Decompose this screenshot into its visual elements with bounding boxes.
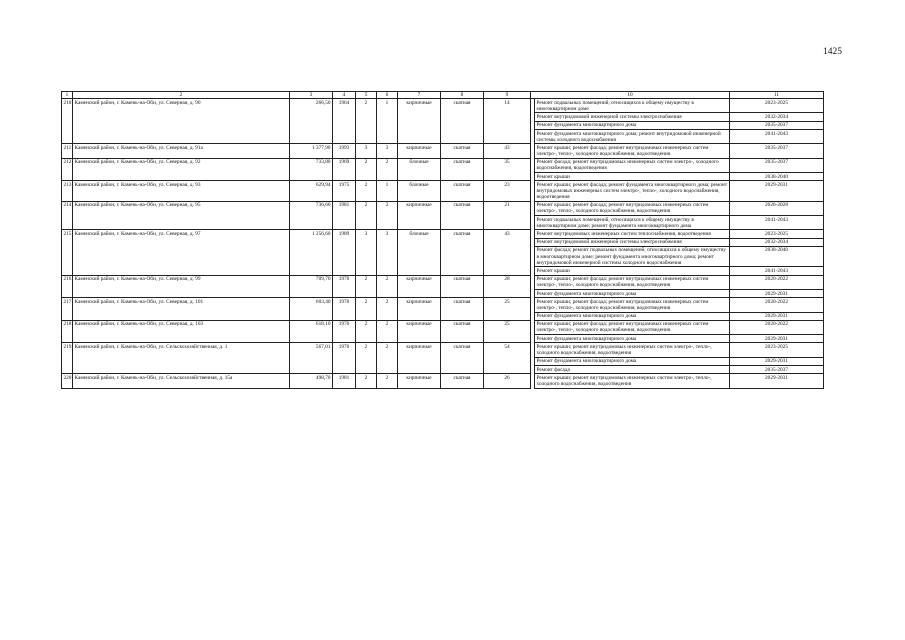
work-period: 2029-2031 (730, 374, 824, 388)
wear-percent: 54 (484, 343, 531, 374)
work-period: 2041-2043 (730, 267, 824, 275)
entrances: 2 (377, 275, 398, 298)
floors: 3 (356, 144, 377, 158)
wall-material: кирпичные (398, 374, 441, 388)
work-period: 2023-2025 (730, 230, 824, 238)
roof-type: скатная (441, 320, 484, 343)
entrances: 2 (377, 374, 398, 388)
wear-percent: 21 (484, 201, 531, 230)
build-year: 1993 (333, 144, 356, 158)
record-number: 220 (62, 374, 73, 388)
table-row (62, 201, 824, 215)
col-number: 5 (356, 92, 377, 99)
entrances: 2 (377, 343, 398, 374)
record-number: 214 (62, 201, 73, 230)
build-year: 1970 (333, 320, 356, 343)
entrances: 3 (377, 144, 398, 158)
record-number: 216 (62, 275, 73, 298)
work-description: Ремонт фундамента многоквартирного дома (535, 289, 730, 297)
address: Каменский район, г. Камень-на-Оби, ул. Сельскохозяйственная, д. 1 (73, 343, 290, 374)
entrances: 2 (377, 298, 398, 321)
col-number: 2 (73, 92, 290, 99)
work-description: Ремонт крыши; ремонт фасада; ремонт фундамента многоквартирного дома; ремонт внутридомовых инженерных систем электро-, тепло-, холодного водоснабжения, водоотведения (535, 181, 730, 201)
record-number: 212 (62, 158, 73, 181)
floors: 2 (356, 201, 377, 230)
wall-material: кирпичные (398, 320, 441, 343)
roof-type: скатная (441, 230, 484, 275)
address: Каменский район, г. Камень-на-Оби, ул. Северная, д. 92 (73, 158, 290, 181)
roof-type: скатная (441, 144, 484, 158)
work-period: 2032-2034 (730, 113, 824, 121)
work-period: 2038-2040 (730, 172, 824, 180)
roof-type: скатная (441, 343, 484, 374)
work-period: 2041-2043 (730, 216, 824, 230)
total-area: 266,50 (290, 99, 333, 144)
roof-type: скатная (441, 181, 484, 201)
col-number: 9 (484, 92, 531, 99)
col-number: 1 (62, 92, 73, 99)
col-number: 11 (730, 92, 824, 99)
work-description: Ремонт крыши; ремонт фасада; ремонт внутридомовых инженерных систем электро-, тепло-, холодного водоснабжения, водоотведения (535, 275, 730, 289)
work-description: Ремонт фасада; ремонт внутридомовых инженерных систем электро-, холодного водоснабжения, водоотведения (535, 158, 730, 172)
floors: 2 (356, 298, 377, 321)
address: Каменский район, г. Камень-на-Оби, ул. Северная, д. 97 (73, 230, 290, 275)
build-year: 1964 (333, 99, 356, 144)
build-year: 1989 (333, 230, 356, 275)
total-area: 629,94 (290, 181, 333, 201)
roof-type: скатная (441, 99, 484, 144)
wear-percent: 25 (484, 298, 531, 321)
table-row (62, 158, 824, 172)
build-year: 1970 (333, 343, 356, 374)
col-number: 10 (531, 92, 730, 99)
total-area: 498,70 (290, 374, 333, 388)
table-row (62, 275, 824, 289)
table-row (62, 181, 824, 201)
work-description: Ремонт внутридомовой инженерной системы электроснабжения (535, 238, 730, 246)
roof-type: скатная (441, 275, 484, 298)
record-number: 213 (62, 181, 73, 201)
floors: 2 (356, 374, 377, 388)
work-description: Ремонт фундамента многоквартирного дома (535, 335, 730, 343)
work-description: Ремонт крыши; ремонт фасада; ремонт внутридомовых инженерных систем электро-, тепло-, холодного водоснабжения, водоотведения (535, 201, 730, 215)
address: Каменский район, г. Камень-на-Оби, ул. Северная, д. 95 (73, 201, 290, 230)
work-description: Ремонт подвальных помещений, относящихся к общему имуществу в многоквартирном доме (535, 99, 730, 113)
entrances: 2 (377, 201, 398, 230)
work-description: Ремонт внутридомовой инженерной системы электроснабжения (535, 113, 730, 121)
wear-percent: 14 (484, 99, 531, 144)
work-period: 2029-2031 (730, 357, 824, 365)
total-area: 603,40 (290, 298, 333, 321)
work-period: 2020-2022 (730, 298, 824, 312)
address: Каменский район, г. Камень-на-Оби, ул. Северная, д. 91а (73, 144, 290, 158)
work-period: 2041-2043 (730, 129, 824, 143)
wall-material: кирпичные (398, 298, 441, 321)
entrances: 2 (377, 320, 398, 343)
work-period: 2029-2031 (730, 289, 824, 297)
table-row (62, 298, 824, 312)
column-number-row (62, 92, 824, 99)
table-row (62, 99, 824, 113)
work-period: 2035-2037 (730, 121, 824, 129)
entrances: 1 (377, 99, 398, 144)
total-area: 736,60 (290, 201, 333, 230)
work-description: Ремонт фундамента многоквартирного дома (535, 357, 730, 365)
wall-material: кирпичные (398, 144, 441, 158)
housing-register-table (61, 91, 824, 389)
col-number: 8 (441, 92, 484, 99)
build-year: 1981 (333, 374, 356, 388)
work-period: 2029-2031 (730, 312, 824, 320)
record-number: 218 (62, 320, 73, 343)
build-year: 1969 (333, 158, 356, 181)
total-area: 618,10 (290, 320, 333, 343)
wall-material: блочные (398, 230, 441, 275)
table-row (62, 320, 824, 334)
record-number: 219 (62, 343, 73, 374)
total-area: 709,70 (290, 275, 333, 298)
floors: 3 (356, 230, 377, 275)
work-period: 2035-2037 (730, 366, 824, 374)
address: Каменский район, г. Камень-на-Оби, ул. Сельскохозяйственная, д. 15а (73, 374, 290, 388)
wall-material: блочные (398, 181, 441, 201)
record-number: 215 (62, 230, 73, 275)
work-description: Ремонт крыши; ремонт внутридомовых инженерных систем электро-, тепло-, холодного водоснабжения, водоотведения (535, 343, 730, 357)
table-row (62, 374, 824, 388)
roof-type: скатная (441, 374, 484, 388)
work-period: 2029-2031 (730, 181, 824, 201)
entrances: 2 (377, 158, 398, 181)
address: Каменский район, г. Камень-на-Оби, ул. Северная, д. 101 (73, 298, 290, 321)
wall-material: кирпичные (398, 275, 441, 298)
roof-type: скатная (441, 298, 484, 321)
total-area: 1 377,90 (290, 144, 333, 158)
work-description: Ремонт подвальных помещений, относящихся к общему имуществу в многоквартирном доме; ремонт фундамента многоквартирного дома (535, 216, 730, 230)
address: Каменский район, г. Камень-на-Оби, ул. Северная, д. 90 (73, 99, 290, 144)
work-description: Ремонт крыши; ремонт внутридомовых инженерных систем электро-, тепло-, холодного водоснабжения, водоотведения (535, 374, 730, 388)
address: Каменский район, г. Камень-на-Оби, ул. Северная, д. 93 (73, 181, 290, 201)
table-row (62, 343, 824, 357)
wear-percent: 28 (484, 275, 531, 298)
work-description: Ремонт крыши; ремонт фасада; ремонт внутридомовых инженерных систем электро-, тепло-, холодного водоснабжения, водоотведения (535, 320, 730, 334)
record-number: 217 (62, 298, 73, 321)
work-description: Ремонт внутридомовых инженерных систем теплоснабжения, водоотведения (535, 230, 730, 238)
work-period: 2035-2037 (730, 144, 824, 158)
work-period: 2023-2025 (730, 343, 824, 357)
col-number: 7 (398, 92, 441, 99)
floors: 2 (356, 99, 377, 144)
work-period: 2029-2031 (730, 335, 824, 343)
table-row (62, 230, 824, 238)
record-number: 210 (62, 99, 73, 144)
work-period: 2035-2037 (730, 158, 824, 172)
wear-percent: 35 (484, 158, 531, 181)
address: Каменский район, г. Камень-на-Оби, ул. Северная, д. 103 (73, 320, 290, 343)
build-year: 1975 (333, 181, 356, 201)
work-description: Ремонт фасада (535, 366, 730, 374)
work-period: 2038-2040 (730, 246, 824, 266)
work-description: Ремонт крыши; ремонт фасада; ремонт внутридомовых инженерных систем электро-, тепло-, холодного водоснабжения, водоотведения (535, 298, 730, 312)
total-area: 567,01 (290, 343, 333, 374)
wear-percent: 23 (484, 181, 531, 201)
work-period: 2020-2022 (730, 320, 824, 334)
work-description: Ремонт крыши (535, 172, 730, 180)
wall-material: блочные (398, 158, 441, 181)
page-number: 1425 (823, 47, 842, 57)
work-description: Ремонт фасада; ремонт подвальных помещений, относящихся к общему имуществу в многоквартирном доме; ремонт фундамента многоквартирного дома; ремонт внутридомовой инженерной системы холодного водоснабжения (535, 246, 730, 266)
wear-percent: 43 (484, 144, 531, 158)
work-period: 2026-2028 (730, 201, 824, 215)
floors: 2 (356, 320, 377, 343)
work-description: Ремонт фундамента многоквартирного дома; ремонт внутридомовой инженерной системы холодного водоснабжения (535, 129, 730, 143)
address: Каменский район, г. Камень-на-Оби, ул. Северная, д. 99 (73, 275, 290, 298)
col-number: 6 (377, 92, 398, 99)
work-description: Ремонт крыши; ремонт фасада; ремонт внутридомовых инженерных систем электро-, тепло-, холодного водоснабжения, водоотведения (535, 144, 730, 158)
work-period: 2020-2022 (730, 275, 824, 289)
floors: 2 (356, 158, 377, 181)
total-area: 733,80 (290, 158, 333, 181)
work-description: Ремонт фундамента многоквартирного дома (535, 121, 730, 129)
entrances: 3 (377, 230, 398, 275)
build-year: 1981 (333, 201, 356, 230)
wear-percent: 25 (484, 320, 531, 343)
roof-type: скатная (441, 201, 484, 230)
work-description: Ремонт крыши (535, 267, 730, 275)
wall-material: кирпичные (398, 343, 441, 374)
work-period: 2023-2025 (730, 99, 824, 113)
wear-percent: 26 (484, 374, 531, 388)
build-year: 1970 (333, 275, 356, 298)
col-number: 3 (290, 92, 333, 99)
table-row (62, 144, 824, 158)
col-number: 4 (333, 92, 356, 99)
record-number: 211 (62, 144, 73, 158)
entrances: 1 (377, 181, 398, 201)
floors: 2 (356, 181, 377, 201)
wall-material: кирпичные (398, 201, 441, 230)
work-period: 2032-2034 (730, 238, 824, 246)
total-area: 1 256,60 (290, 230, 333, 275)
roof-type: скатная (441, 158, 484, 181)
table-body (62, 92, 824, 389)
work-description: Ремонт фундамента многоквартирного дома (535, 312, 730, 320)
build-year: 1970 (333, 298, 356, 321)
wear-percent: 43 (484, 230, 531, 275)
floors: 2 (356, 343, 377, 374)
floors: 2 (356, 275, 377, 298)
wall-material: кирпичные (398, 99, 441, 144)
